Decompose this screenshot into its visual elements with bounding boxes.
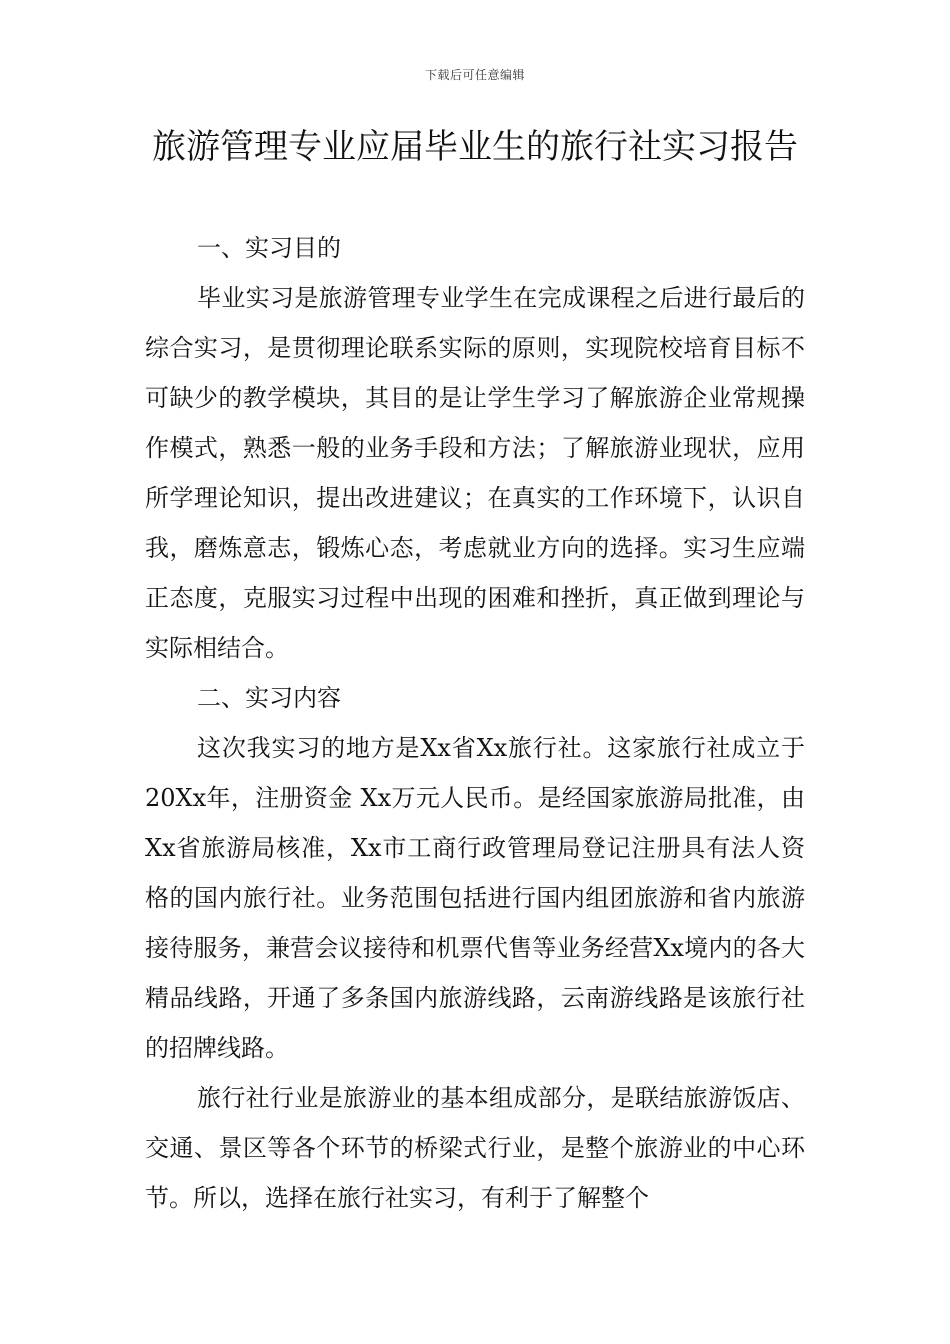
document-title: 旅游管理专业应届毕业生的旅行社实习报告 bbox=[152, 127, 798, 167]
paragraph-industry-role: 旅行社行业是旅游业的基本组成部分，是联结旅游饭店、交通、景区等各个环节的桥梁式行业，是整个旅游业的中心环节。所以，选择在旅行社实习，有利于了解整个 bbox=[145, 1084, 805, 1212]
header-watermark: 下载后可任意编辑 bbox=[424, 68, 525, 82]
section-heading-purpose: 一、实习目的 bbox=[197, 234, 341, 262]
section-heading-content: 二、实习内容 bbox=[197, 684, 341, 712]
document-body bbox=[145, 223, 805, 1223]
paragraph-agency-intro: 这次我实习的地方是Xx省Xx旅行社。这家旅行社成立于20Xx年，注册资金 Xx万元人民币。是经国家旅游局批准，由Xx省旅游局核准，Xx市工商行政管理局登记注册具有法人资格的国内旅行社。业务范围包括进行国内组团旅游和省内旅游接待服务，兼营会议接待和机票代售等业务经营Xx境内的各大精品线路，开通了多条国内旅游线路，云南游线路是该旅行社的招牌线路。 bbox=[145, 734, 805, 1062]
paragraph-purpose: 毕业实习是旅游管理专业学生在完成课程之后进行最后的综合实习，是贯彻理论联系实际的原则，实现院校培育目标不可缺少的教学模块，其目的是让学生学习了解旅游企业常规操作模式，熟悉一般的业务手段和方法；了解旅游业现状，应用所学理论知识，提出改进建议；在真实的工作环境下，认识自我，磨炼意志，锻炼心态，考虑就业方向的选择。实习生应端正态度，克服实习过程中出现的困难和挫折，真正做到理论与实际相结合。 bbox=[145, 284, 805, 662]
